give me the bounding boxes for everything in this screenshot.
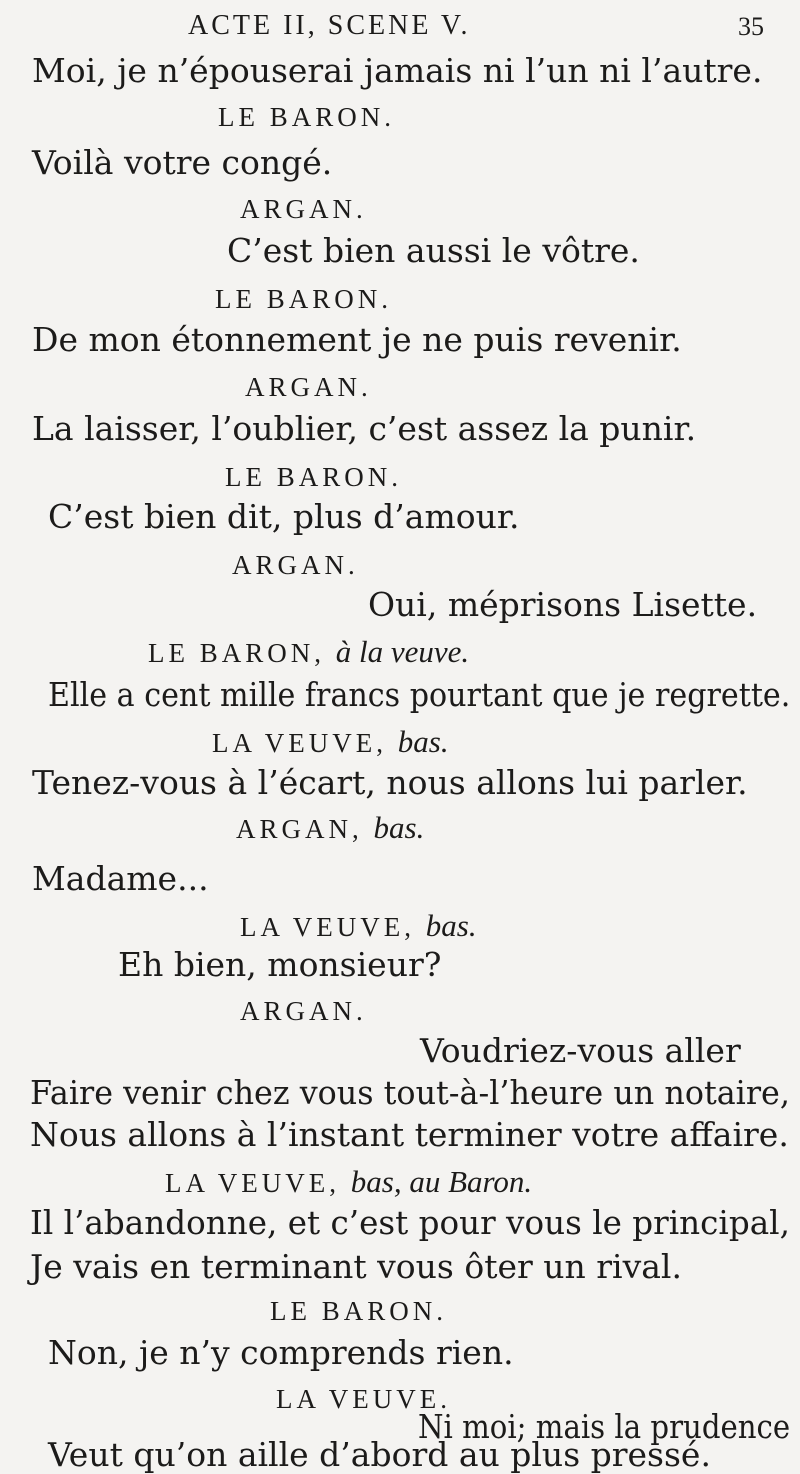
speaker-name: LE BARON. [215, 284, 392, 314]
speaker-name [165, 1166, 532, 1197]
verse-line: Faire venir chez vous tout-à-l’heure un notaire, [30, 1073, 790, 1112]
verse-line: Je vais en terminant vous ôter un rival. [30, 1247, 682, 1286]
page-number: 35 [738, 12, 764, 41]
verse-line: La laisser, l’oublier, c’est assez la punir. [32, 409, 697, 448]
speaker-name [236, 812, 424, 843]
speaker-name: LA VEUVE. [276, 1384, 451, 1414]
speaker-name: LE BARON. [225, 462, 402, 492]
speaker-name [148, 636, 469, 667]
running-title: ACTE II, SCENE V. [188, 10, 471, 41]
speaker-label: LA VEUVE, [240, 912, 415, 942]
stage-direction: bas, au Baron. [350, 1164, 533, 1199]
speaker-label: LA VEUVE, [165, 1168, 340, 1198]
speaker-name: LE BARON. [218, 102, 395, 132]
verse-line: Voudriez-vous aller [420, 1031, 741, 1070]
verse-line: Elle a cent mille francs pourtant que je regrette. [48, 675, 791, 714]
stage-direction: bas. [425, 908, 477, 943]
speaker-label: LE BARON, [148, 638, 325, 668]
speaker-name [212, 726, 449, 757]
verse-line: Eh bien, monsieur? [118, 945, 442, 984]
stage-direction: bas. [373, 810, 425, 845]
verse-line: Non, je n’y comprends rien. [48, 1333, 514, 1372]
verse-line: De mon étonnement je ne puis revenir. [32, 320, 682, 359]
stage-direction: à la veuve. [335, 634, 470, 669]
verse-line: Ni moi; mais la prudence [418, 1407, 791, 1446]
verse-line: Oui, méprisons Lisette. [368, 585, 758, 624]
verse-line: Voilà votre congé. [32, 143, 333, 182]
speaker-name: ARGAN. [240, 996, 367, 1026]
speaker-label: ARGAN, [236, 814, 363, 844]
stage-direction: bas. [397, 724, 449, 759]
verse-line: Madame... [32, 859, 209, 898]
verse-line: Nous allons à l’instant terminer votre affaire. [30, 1115, 789, 1154]
speaker-name: ARGAN. [232, 550, 359, 580]
verse-line: C’est bien dit, plus d’amour. [48, 497, 520, 536]
verse-line: Veut qu’on aille d’abord au plus pressé. [48, 1435, 711, 1474]
verse-line: Moi, je n’épouserai jamais ni l’un ni l’autre. [32, 51, 763, 90]
verse-line: Tenez-vous à l’écart, nous allons lui parler. [32, 763, 748, 802]
speaker-name: ARGAN. [240, 194, 367, 224]
verse-line: C’est bien aussi le vôtre. [227, 231, 640, 270]
speaker-label: LA VEUVE, [212, 728, 387, 758]
verse-line: Il l’abandonne, et c’est pour vous le principal, [30, 1203, 790, 1242]
speaker-name: LE BARON. [270, 1296, 447, 1326]
speaker-name [240, 910, 477, 941]
speaker-name: ARGAN. [245, 372, 372, 402]
